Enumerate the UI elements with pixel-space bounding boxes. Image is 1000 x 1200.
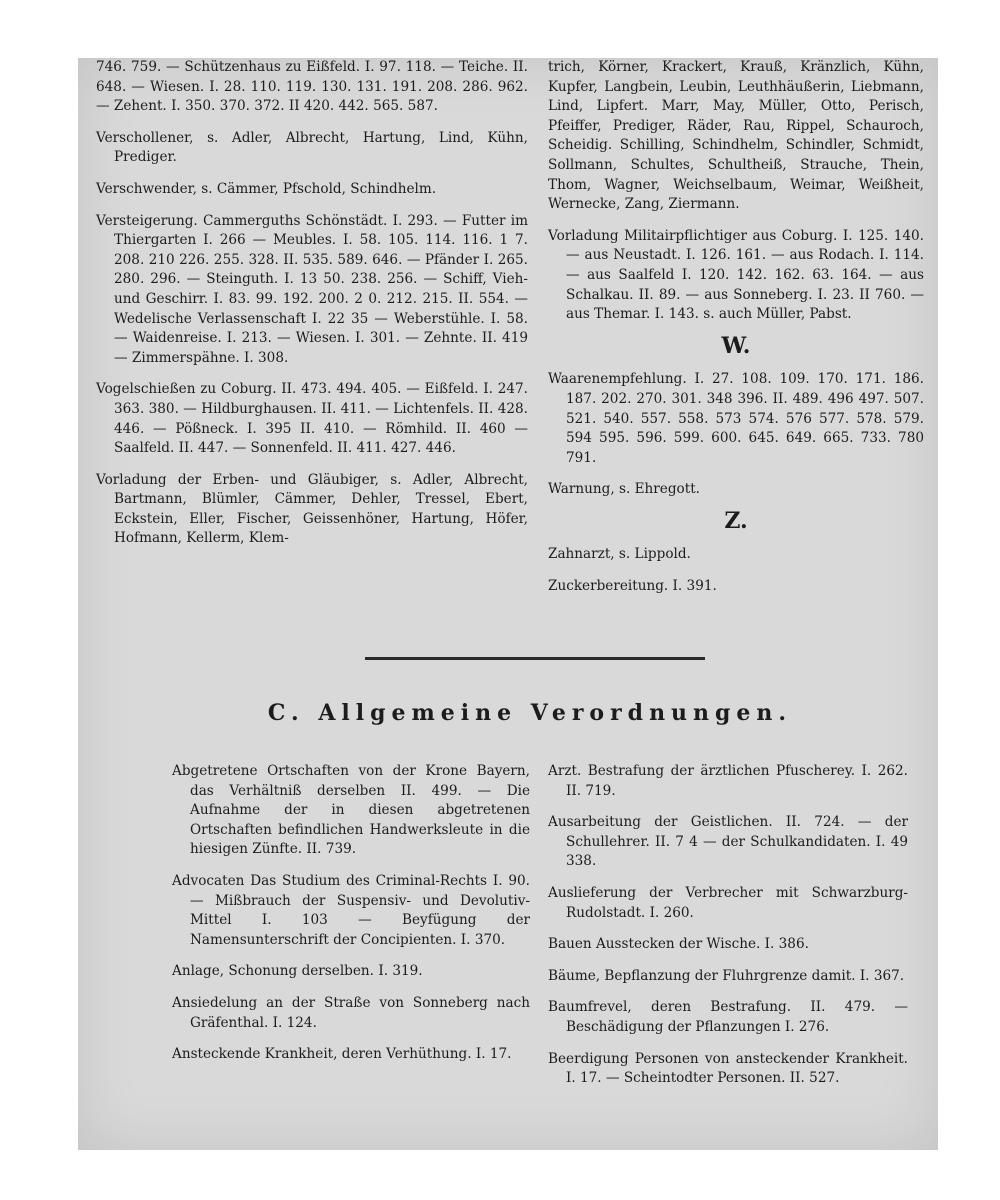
index-entry: Zuckerbereitung. I. 391. — [548, 578, 717, 595]
index-entry: Verschwender, s. Cämmer, Pfschold, Schindhelm. — [96, 180, 437, 197]
index-entry: trich, Körner, Krackert, Krauß, Kränzlich, Kühn, Kupfer, Langbein, Leubin, Leuthhäußerin, Liebmann, Lind, Lipfert. Marr, May, Müller, Otto, Perisch, Pfeiffer, Prediger, Räder, Rau, Rippel, Schauroch, Scheidig. Schilling, Schindhelm, Schindler, Schmidt, Sollmann, Schultes, Schultheiß, Strauche, Thein, Thom, Wagner, Weichselbaum, Weimar, Weißheit, Wernecke, Zang, Ziermann. — [548, 59, 924, 213]
index-entry: Auslieferung der Verbrecher mit Schwarzburg-Rudolstadt. I. 260. — [548, 884, 908, 921]
column-right-top — [548, 58, 924, 609]
column-left-top — [96, 58, 528, 561]
index-entry: Versteigerung. Cammerguths Schönstädt. I. 293. — Futter im Thiergarten I. 266 — Meubles. I. 58. 105. 114. 116. 1 7. 208. 210 226. 255. 328. II. 535. 589. 646. — Pfänder I. 265. 280. 296. — Steinguth. I. 13 50. 238. 256. — Schiff, Vieh- und Geschirr. I. 83. 99. 192. 200. 2 0. 212. 215. II. 554. — Wedelische Verlassenschaft I. 22 35 — Weberstühle. I. 58. — Waidenreise. I. 213. — Wiesen. I. 301. — Zehnte. II. 419 — Zimmerspähne. I. 308. — [96, 212, 528, 366]
index-entry: Beerdigung Personen von ansteckender Krankheit. I. 17. — Scheintodter Personen. II. 527. — [548, 1050, 908, 1087]
column-left-bottom — [172, 762, 530, 1077]
letter-heading-z: Z. — [724, 507, 748, 534]
index-entry: Bauen Ausstecken der Wische. I. 386. — [548, 936, 809, 953]
index-entry: Warnung, s. Ehregott. — [548, 481, 700, 498]
index-entry: Arzt. Bestrafung der ärztlichen Pfuscherey. I. 262. II. 719. — [548, 763, 908, 799]
index-entry: Ansiedelung an der Straße von Sonneberg nach Gräfenthal. I. 124. — [172, 994, 530, 1031]
index-entry: Verschollener, s. Adler, Albrecht, Hartung, Lind, Kühn, Prediger. — [96, 129, 528, 166]
index-entry: Bäume, Bepflanzung der Fluhrgrenze damit. I. 367. — [548, 967, 905, 984]
index-entry: Vogelschießen zu Coburg. II. 473. 494. 405. — Eißfeld. I. 247. 363. 380. — Hildburghausen. II. 411. — Lichtenfels. II. 428. 446. — Pößneck. I. 395 II. 410. — Römhild. II. 460 — Saalfeld. II. 447. — Sonnenfeld. II. 411. 427. 446. — [96, 381, 528, 457]
index-entry: Baumfrevel, deren Bestrafung. II. 479. — Beschädigung der Pflanzungen I. 276. — [548, 999, 908, 1035]
index-entry: 746. 759. — Schützenhaus zu Eißfeld. I. 97. 118. — Teiche. II. 648. — Wiesen. I. 28. 110. 119. 130. 131. 191. 208. 286. 962. — Zehent. I. 350. 370. 372. II 420. 442. 565. 587. — [96, 59, 528, 115]
section-divider — [365, 657, 705, 660]
index-entry: Anlage, Schonung derselben. I. 319. — [172, 963, 423, 980]
column-right-bottom — [548, 762, 908, 1101]
index-entry: Ansteckende Krankheit, deren Verhüthung. I. 17. — [172, 1046, 512, 1063]
index-entry: Vorladung der Erben- und Gläubiger, s. Adler, Albrecht, Bartmann, Blümler, Cämmer, Dehler, Tressel, Ebert, Eckstein, Eller, Fischer, Geissenhöner, Hartung, Höfer, Hofmann, Kellerm, Klem- — [96, 471, 528, 547]
letter-heading-w: W. — [721, 332, 751, 359]
index-entry: Zahnarzt, s. Lippold. — [548, 546, 691, 563]
index-entry: Advocaten Das Studium des Criminal-Rechts I. 90. — Mißbrauch der Suspensiv- und Devolutiv-Mittel I. 103 — Beyfügung der Namensunterschrift der Concipienten. I. 370. — [172, 872, 530, 948]
section-heading: C. Allgemeine Verordnungen. — [267, 700, 793, 726]
index-entry: Vorladung Militairpflichtiger aus Coburg. I. 125. 140. — aus Neustadt. I. 126. 161. — aus Rodach. I. 114. — aus Saalfeld I. 120. 142. 162. 63. 164. — aus Schalkau. II. 89. — aus Sonneberg. I. 23. II 760. — aus Themar. I. 143. s. auch Müller, Pabst. — [548, 227, 924, 323]
index-entry: Abgetretene Ortschaften von der Krone Bayern, das Verhältniß derselben II. 499. — Die Aufnahme der in diesen abgetretenen Ortschaften befindlichen Handwerksleute in die hiesigen Zünfte. II. 739. — [172, 763, 530, 858]
index-entry: Ausarbeitung der Geistlichen. II. 724. — der Schullehrer. II. 7 4 — der Schulkandidaten. I. 49 338. — [548, 814, 908, 870]
index-entry: Waarenempfehlung. I. 27. 108. 109. 170. 171. 186. 187. 202. 270. 301. 348 396. II. 489. 496 497. 507. 521. 540. 557. 558. 573 574. 576 577. 578. 579. 594 595. 596. 599. 600. 645. 649. 665. 733. 780 791. — [548, 371, 924, 466]
